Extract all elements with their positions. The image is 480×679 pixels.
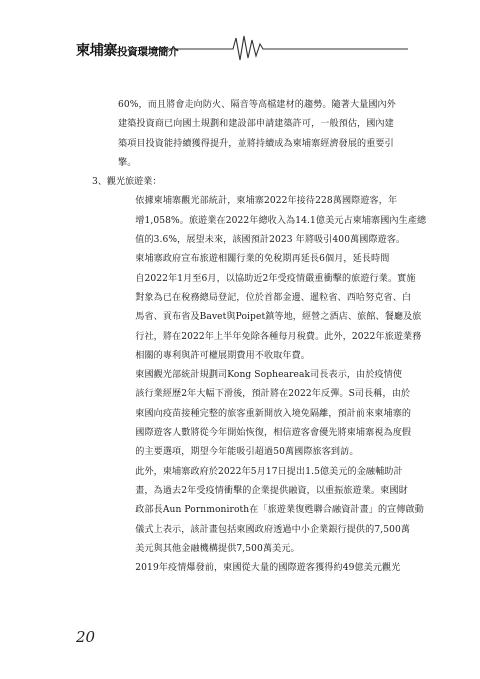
body-paragraph (118, 96, 418, 173)
paragraph-line: 依據柬埔寨觀光部統計，柬埔寨2022年接待228萬國際遊客，年 (135, 196, 398, 207)
paragraph-line: 此外，柬埔寨政府於2022年5月17日提出1.5億美元的金融輔助計 (135, 466, 403, 477)
paragraph-line: 築項目投資能持續獲得提升，並將持續成為柬埔寨經濟發展的重要引 (118, 138, 394, 149)
header-wave-line (0, 0, 480, 70)
paragraph-line: 建築投資商已向國土規劃和建設部申請建築許可，一般預估，國內建 (118, 119, 394, 130)
paragraph-line: 擎。 (118, 157, 137, 168)
paragraph-line: 的主要選項，期望今年能吸引超過50萬國際旅客到訪。 (135, 447, 359, 458)
paragraph-line: 對象為已在稅務總局登記，位於首都金邊、暹粒省、西哈努克省、白 (135, 292, 412, 303)
paragraph-line: 國際遊客人數將從今年開始恢復，相信遊客會優先將柬埔寨視為度假 (135, 428, 412, 439)
paragraph-line: 60%，而且將會走向防火、隔音等高檔建材的趨勢。隨著大量國內外 (118, 100, 396, 110)
header-title (76, 40, 178, 60)
paragraph-line: 柬埔寨政府宣布旅遊相關行業的免稅期再延長6個月，延長時間 (135, 254, 390, 265)
paragraph-line: 柬國觀光部統計規劃司Kong Sopheareak司長表示，由於疫情使 (135, 370, 403, 381)
header-title-sub: 投資環境簡介 (117, 46, 179, 58)
paragraph-line: 美元與其他金融機構提供7,500萬美元。 (135, 543, 300, 554)
paragraph-line: 2019年疫情爆發前，柬國從大量的國際遊客獲得約49億美元觀光 (135, 563, 401, 574)
section-heading: 3、觀光旅遊業： (92, 177, 162, 188)
body-paragraph (118, 192, 427, 250)
page-header (0, 0, 480, 70)
header-title-main: 柬埔寨 (76, 43, 118, 59)
paragraph-line: 值的3.6%，展望未來，該國預計2023 年將吸引400萬國際遊客。 (135, 235, 406, 246)
paragraph-line: 儀式上表示，該計畫包括柬國政府透過中小企業銀行提供的7,500萬 (135, 524, 411, 535)
page-body (92, 96, 427, 578)
page-number: 20 (76, 628, 96, 646)
paragraph-line: 柬國向疫苗接種完整的旅客重新開放入境免隔離，預計前來柬埔寨的 (135, 408, 412, 419)
paragraph-line: 該行業經歷2年大幅下滑後，預計將在2022年反彈。S司長稱，由於 (135, 389, 411, 400)
paragraph-line: 馬省、貢布省及Bavet與Poipet鎮等地，經營之酒店、旅館、餐廳及旅 (135, 312, 422, 323)
paragraph-line: 畫，為過去2年受疫情衝擊的企業提供融資，以重振旅遊業。柬國財 (135, 485, 408, 496)
body-paragraph (118, 559, 418, 578)
body-paragraph (118, 463, 424, 559)
paragraph-line: 相關的專利與許可權展期費用不收取年費。 (135, 350, 310, 361)
paragraph-line: 行社，將在2022年上半年免除各種每月稅費。此外，2022年旅遊業務 (135, 331, 422, 342)
body-paragraph (118, 250, 422, 366)
paragraph-line: 自2022年1月至6月，以協助近2年受疫情嚴重衝擊的旅遊行業。實施 (135, 273, 416, 284)
paragraph-line: 增1,058%。旅遊業在2022年總收入為14.1億美元占柬埔寨國內生產總 (135, 215, 427, 226)
paragraph-line: 政部長Aun Pornmoniroth在「旅遊業復甦聯合融資計畫」的宣傳啟動 (135, 505, 424, 516)
body-paragraph (118, 366, 418, 462)
